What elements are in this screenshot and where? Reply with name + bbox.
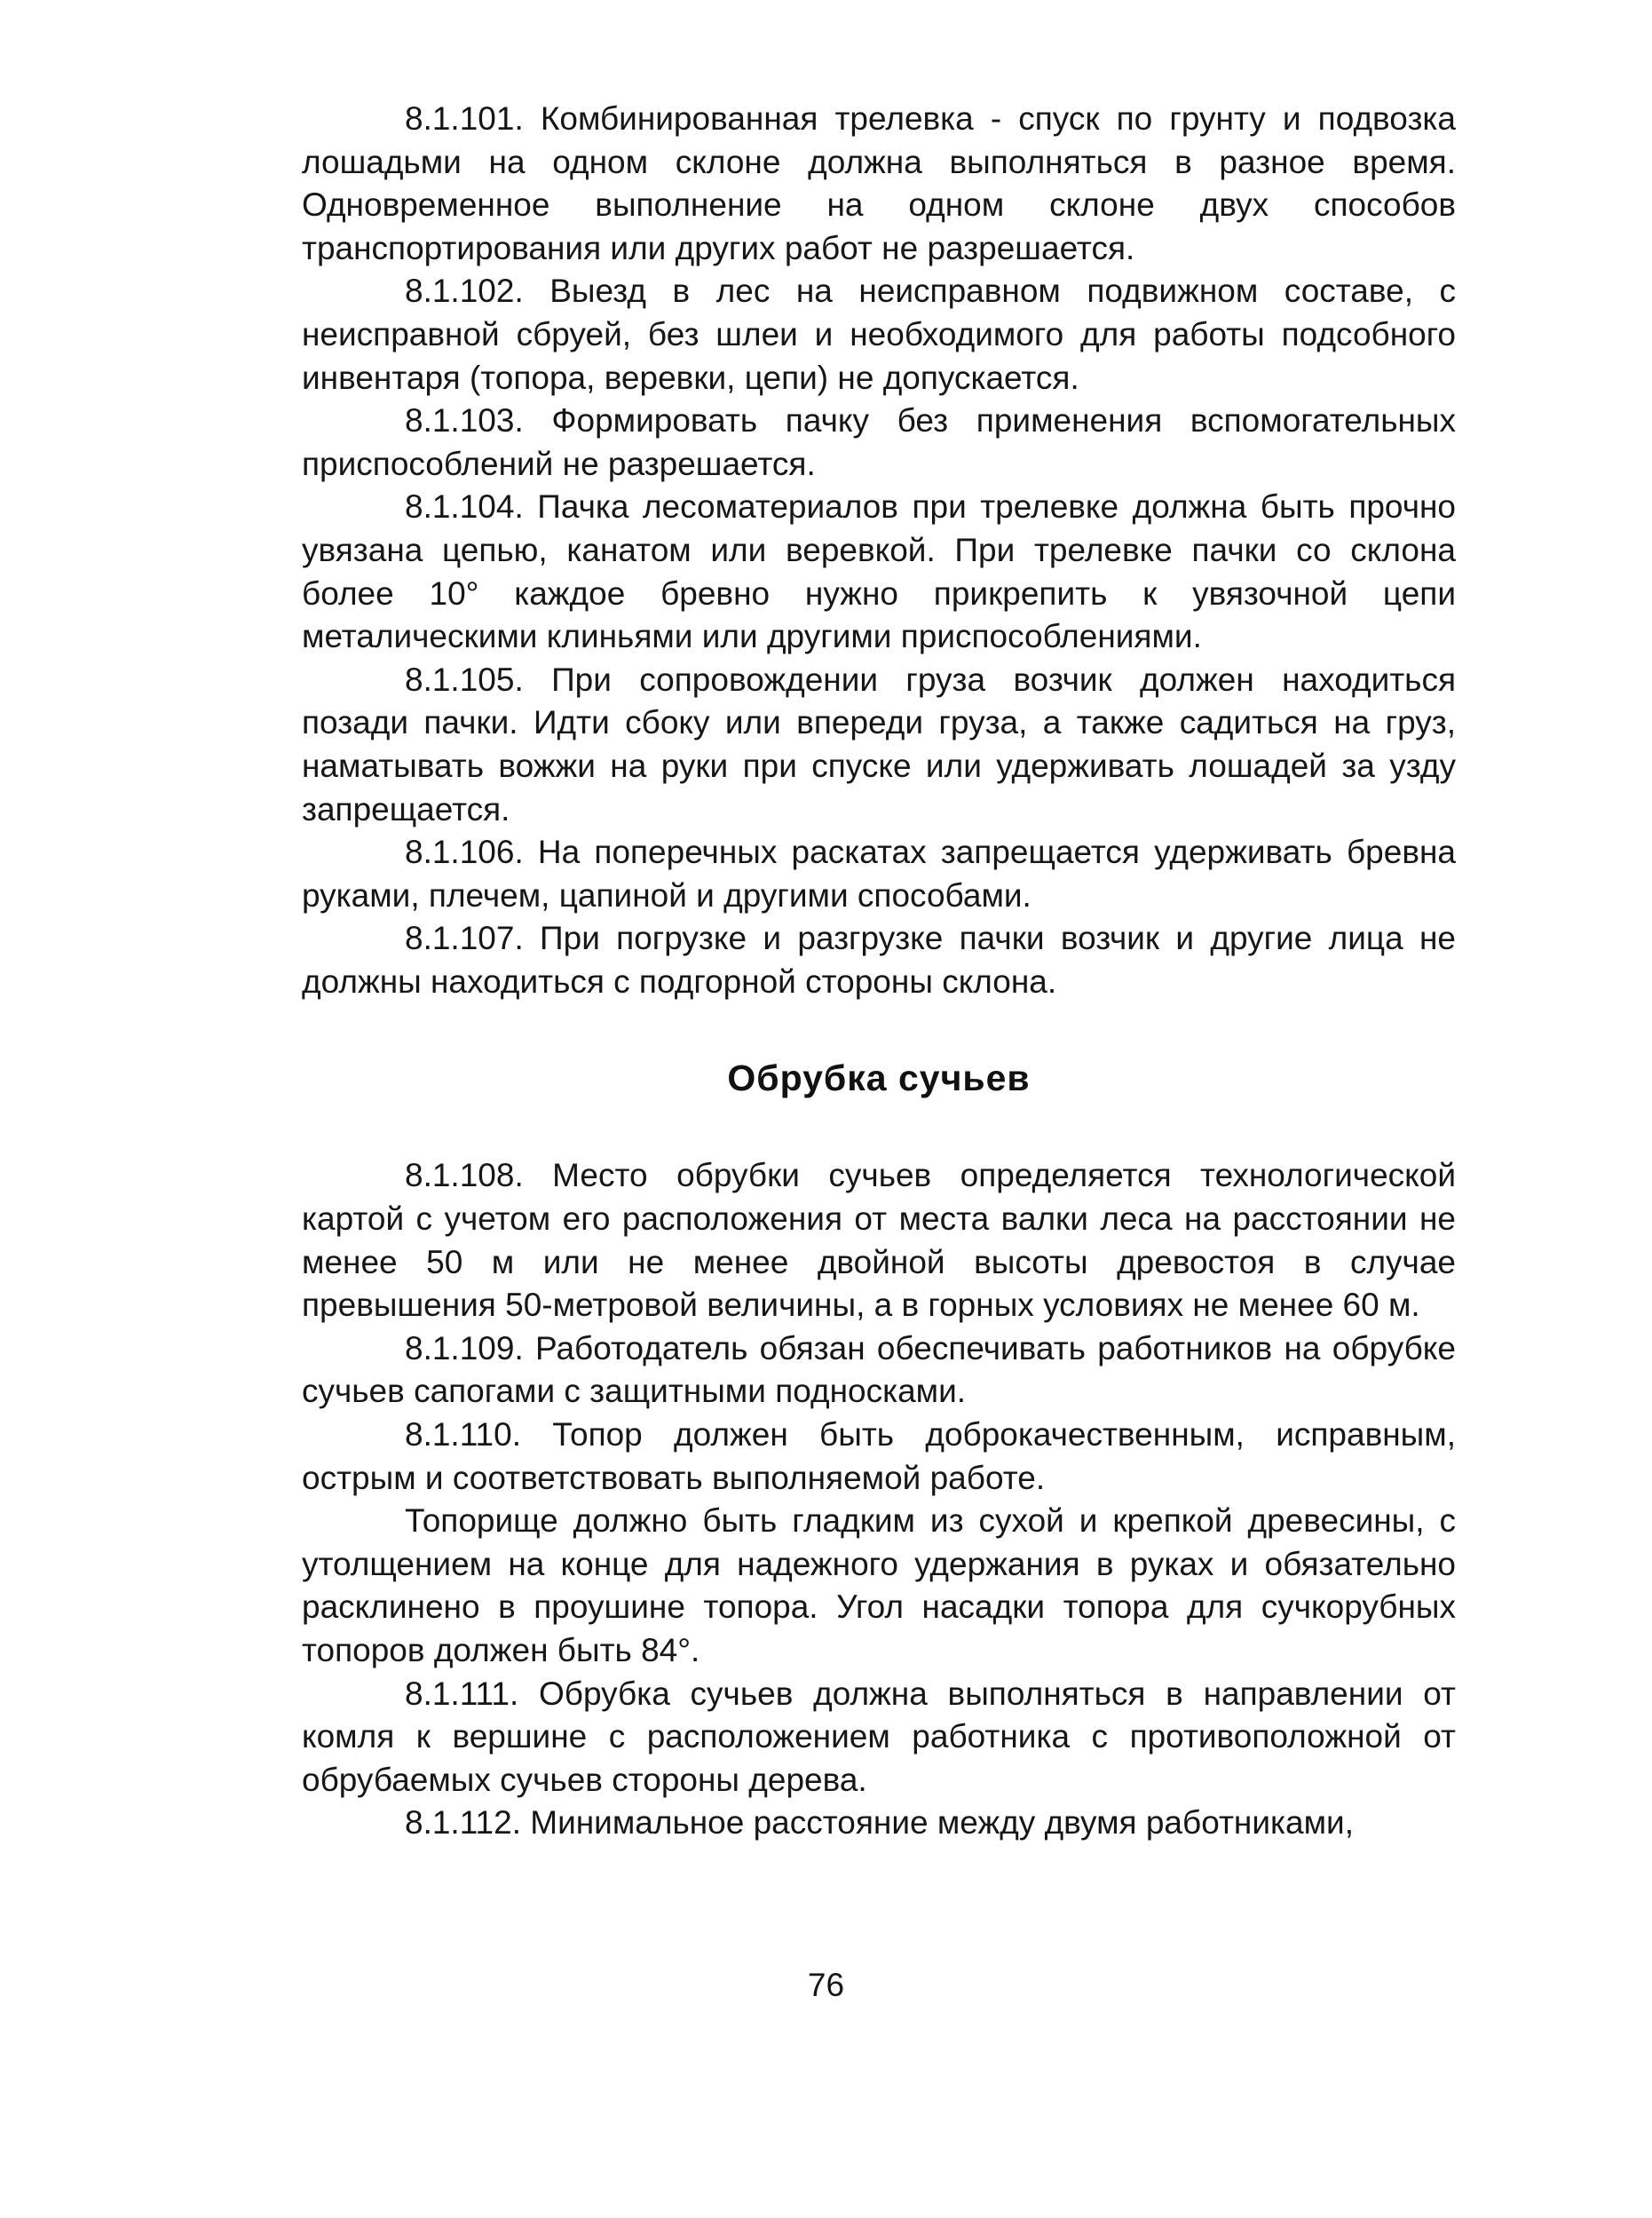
paragraph-8-1-108: 8.1.108. Место обрубки сучьев определяется технологической картой с учетом его расположения от места валки леса на расстоянии не менее 50 м или не менее двойной высоты древостоя в случае превышения 50-метровой величины, а в горных условиях не менее 60 м.	[302, 1157, 1456, 1324]
paragraph-8-1-106: 8.1.106. На поперечных раскатах запрещается удерживать бревна руками, плечем, цапиной и другими способами.	[302, 834, 1456, 914]
paragraph-8-1-102: 8.1.102. Выезд в лес на неисправном подвижном составе, с неисправной сбруей, без шлеи и необходимого для работы подсобного инвентаря (топора, веревки, цепи) не допускается.	[302, 273, 1456, 396]
paragraph-8-1-104: 8.1.104. Пачка лесоматериалов при трелевке должна быть прочно увязана цепью, канатом или веревкой. При трелевке пачки со склона более 10° каждое бревно нужно прикрепить к увязочной цепи металическими клиньями или другими приспособлениями.	[302, 488, 1456, 655]
page-number: 76	[807, 1967, 845, 2003]
paragraph-8-1-112: 8.1.112. Минимальное расстояние между двумя работниками,	[405, 1804, 1354, 1842]
paragraph-8-1-111: 8.1.111. Обрубка сучьев должна выполняться в направлении от комля к вершине с расположением работника с противоположной от обрубаемых сучьев стороны дерева.	[302, 1675, 1456, 1798]
paragraph-8-1-103: 8.1.103. Формировать пачку без применения вспомогательных приспособлений не разрешается.	[302, 402, 1456, 482]
paragraph-axe-handle: Топорище должно быть гладким из сухой и крепкой древесины, с утолщением на конце для надежного удержания в руках и обязательно расклинено в проушине топора. Угол насадки топора для сучкорубных топоров должен быть 84°.	[302, 1502, 1456, 1668]
paragraph-8-1-109: 8.1.109. Работодатель обязан обеспечивать работников на обрубке сучьев сапогами с защитными подносками.	[302, 1329, 1456, 1410]
paragraph-8-1-110: 8.1.110. Топор должен быть доброкачественным, исправным, острым и соответствовать выполняемой работе.	[302, 1416, 1456, 1496]
paragraph-8-1-107: 8.1.107. При погрузке и разгрузке пачки возчик и другие лица не должны находиться с подгорной стороны склона.	[302, 920, 1456, 1000]
paragraph-8-1-101: 8.1.101. Комбинированная трелевка - спуск по грунту и подвозка лошадьми на одном склоне должна выполняться в разное время. Одновременное выполнение на одном склоне двух способов транспортирования или других работ не разрешается.	[302, 100, 1456, 266]
text-column	[302, 98, 1456, 1845]
section-heading: Обрубка сучьев	[727, 1058, 1031, 1099]
paragraph-8-1-105: 8.1.105. При сопровождении груза возчик должен находиться позади пачки. Идти сбоку или впереди груза, а также садиться на груз, наматывать вожжи на руки при спуске или удерживать лошадей за узду запрещается.	[302, 661, 1456, 828]
